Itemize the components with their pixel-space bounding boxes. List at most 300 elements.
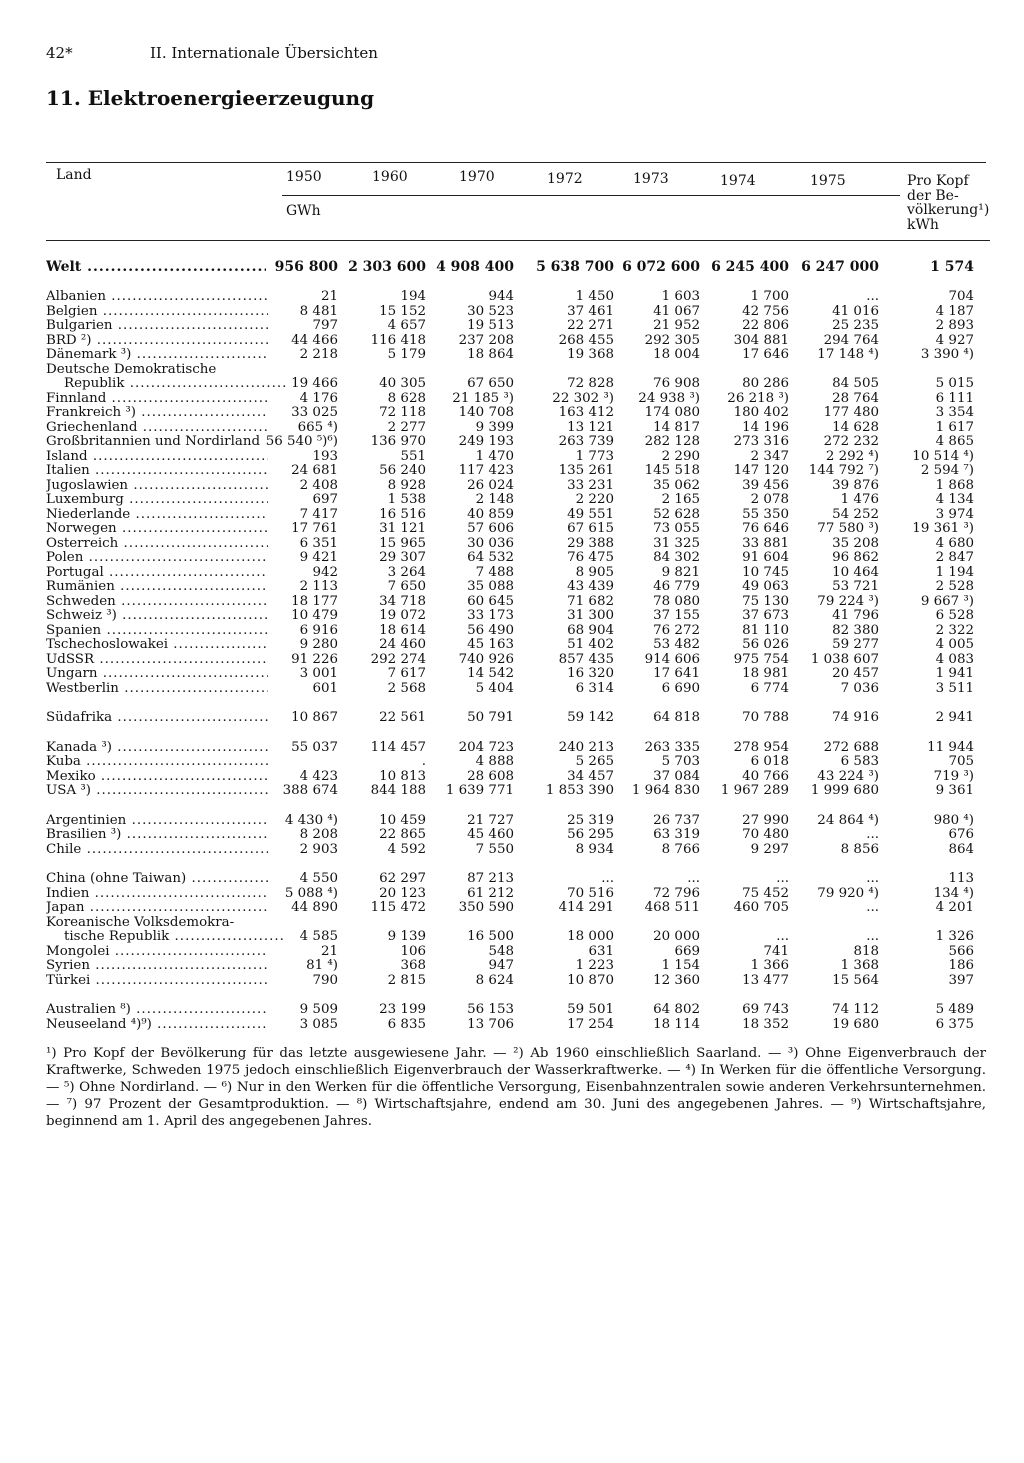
- cell-v1975: 25 235: [832, 318, 879, 333]
- table-row: [46, 741, 990, 756]
- cell-v1974: 80 286: [742, 376, 789, 391]
- cell-v1972: 22 271: [567, 318, 614, 333]
- cell-v1974: 9 297: [750, 841, 789, 857]
- cell-v1970: 64 532: [467, 550, 514, 565]
- cell-v1975: 1 476: [840, 492, 879, 507]
- cell-v1960: 19 072: [379, 608, 426, 623]
- land-cell: Australien ⁸) .....: [46, 1003, 268, 1018]
- cell-v1960: 29 307: [379, 550, 426, 565]
- cell-per-capita: 676: [948, 827, 974, 842]
- cell-v1950: 3 001: [299, 666, 338, 681]
- table-row: [46, 945, 990, 960]
- land-cell: Syrien .....: [46, 959, 268, 974]
- cell-v1974: 278 954: [733, 739, 789, 755]
- land-cell: Kanada ³) .....: [46, 741, 268, 756]
- cell-v1950: 8 481: [299, 303, 338, 319]
- cell-v1974: 55 350: [742, 506, 789, 522]
- cell-v1975: 20 457: [832, 666, 879, 681]
- table-row: [46, 609, 990, 624]
- cell-v1973: 37 155: [653, 608, 700, 623]
- cell-v1975: 294 764: [823, 332, 879, 348]
- cell-v1973: 35 062: [653, 477, 700, 493]
- cell-v1973: 6 690: [661, 680, 700, 696]
- cell-v1973: 37 084: [653, 768, 700, 784]
- cell-v1975: 74 112: [832, 1002, 879, 1017]
- cell-v1974: 81 110: [742, 622, 789, 638]
- cell-v1973: ...: [687, 871, 700, 886]
- cell-v1974: 26 218 ³): [727, 390, 789, 406]
- cell-v1950: 44 466: [291, 332, 338, 348]
- table-row: [46, 377, 990, 392]
- cell-v1972: 8 905: [575, 564, 614, 580]
- land-cell: Neuseeland ⁴)⁹) .....: [46, 1018, 268, 1033]
- cell-v1973: 20 000: [653, 929, 700, 944]
- cell-v1960: 56 240: [379, 463, 426, 478]
- cell-v1975: ...: [866, 929, 879, 944]
- cell-v1960: 136 970: [370, 434, 426, 449]
- cell-v1950: 8 208: [299, 827, 338, 842]
- year-1970-header: 1970: [459, 169, 495, 185]
- cell-v1950: 21: [320, 943, 338, 959]
- cell-v1950: 2 903: [299, 841, 338, 857]
- cell-v1950: 2 218: [299, 347, 338, 362]
- land-cell: Bulgarien .....: [46, 319, 268, 334]
- cell-v1972: 68 904: [567, 622, 614, 638]
- cell-v1973: 53 482: [653, 637, 700, 652]
- cell-v1974: 1 366: [750, 958, 789, 973]
- cell-v1970: 33 173: [467, 608, 514, 623]
- cell-v1974: 304 881: [733, 332, 789, 348]
- table-row: [46, 916, 990, 931]
- table-row: [46, 901, 990, 916]
- cell-per-capita: 10 514 ⁴): [912, 448, 974, 464]
- cell-per-capita: 980 ⁴): [933, 812, 974, 828]
- cell-v1970: 60 645: [467, 593, 514, 609]
- cell-v1960: 7 650: [387, 579, 426, 594]
- cell-per-capita: 5 489: [935, 1002, 974, 1017]
- cell-v1972: 76 475: [567, 550, 614, 565]
- land-cell: Kuba .....: [46, 755, 268, 770]
- cell-per-capita: 4 134: [935, 492, 974, 507]
- cell-per-capita: 9 361: [935, 783, 974, 798]
- cell-v1973: 24 938 ³): [638, 390, 700, 406]
- land-cell: BRD ²) .....: [46, 334, 268, 349]
- table-row: [46, 667, 990, 682]
- cell-v1974: 69 743: [742, 1002, 789, 1017]
- cell-v1972: 31 300: [567, 608, 614, 623]
- cell-v1950: 956 800: [274, 259, 338, 275]
- cell-per-capita: 1 574: [930, 259, 974, 275]
- cell-v1972: 72 828: [567, 376, 614, 391]
- land-cell: Island .....: [46, 450, 268, 465]
- cell-v1974: 6 245 400: [711, 259, 789, 275]
- cell-v1975: 41 016: [832, 303, 879, 319]
- land-cell: Norwegen .....: [46, 522, 268, 537]
- cell-v1972: 43 439: [567, 579, 614, 594]
- per-capita-header: [907, 174, 989, 232]
- cell-v1960: 20 123: [379, 885, 426, 901]
- cell-v1970: 140 708: [458, 405, 514, 420]
- cell-v1950: 91 226: [291, 651, 338, 667]
- cell-v1975: 39 876: [832, 477, 879, 493]
- cell-v1970: 350 590: [458, 900, 514, 915]
- cell-v1974: 460 705: [733, 900, 789, 915]
- cell-v1950: 790: [312, 972, 338, 988]
- cell-v1970: 1 639 771: [445, 783, 514, 798]
- cell-v1970: 28 608: [467, 768, 514, 784]
- cell-per-capita: 704: [948, 289, 974, 304]
- cell-per-capita: 719 ³): [933, 768, 974, 784]
- table-row: [46, 493, 990, 508]
- table-row: [46, 508, 990, 523]
- cell-v1970: 67 650: [467, 376, 514, 391]
- cell-per-capita: 1 941: [935, 666, 974, 681]
- land-cell: Republik .....: [46, 377, 286, 392]
- cell-per-capita: 1 194: [935, 564, 974, 580]
- cell-v1973: 31 325: [653, 535, 700, 551]
- cell-v1973: 914 606: [644, 651, 700, 667]
- cell-v1960: 23 199: [379, 1002, 426, 1017]
- cell-v1972: 1 853 390: [545, 783, 614, 798]
- table-row: [46, 305, 990, 320]
- cell-v1974: 147 120: [733, 463, 789, 478]
- cell-v1975: 14 628: [832, 419, 879, 435]
- cell-v1975: 6 247 000: [801, 259, 879, 275]
- cell-v1975: 10 464: [832, 564, 879, 580]
- cell-v1950: 193: [312, 448, 338, 464]
- cell-v1975: 35 208: [832, 535, 879, 551]
- cell-v1970: 16 500: [467, 929, 514, 944]
- cell-v1950: 4 550: [299, 871, 338, 886]
- cell-v1974: 273 316: [733, 434, 789, 449]
- table-row: [46, 784, 990, 799]
- cell-v1975: ...: [866, 827, 879, 842]
- cell-v1975: 53 721: [832, 579, 879, 594]
- table-row: [46, 392, 990, 407]
- cell-v1973: 292 305: [644, 332, 700, 348]
- cell-v1970: 2 148: [475, 492, 514, 507]
- cell-v1973: 468 511: [644, 900, 700, 915]
- cell-v1970: 50 791: [467, 710, 514, 725]
- cell-v1960: 106: [400, 943, 426, 959]
- cell-v1950: 2 408: [299, 477, 338, 493]
- cell-v1975: 15 564: [832, 972, 879, 988]
- cell-per-capita: 397: [948, 972, 974, 988]
- table-row: [46, 580, 990, 595]
- cell-v1972: 135 261: [558, 463, 614, 478]
- cell-v1973: 263 335: [644, 739, 700, 755]
- unit-gwh: GWh: [286, 203, 321, 219]
- cell-v1974: 91 604: [742, 550, 789, 565]
- cell-v1973: 64 802: [653, 1002, 700, 1017]
- cell-v1974: 18 352: [742, 1016, 789, 1032]
- cell-v1970: 7 550: [475, 841, 514, 857]
- table-row: [46, 887, 990, 902]
- land-header: Land: [56, 167, 92, 183]
- cell-per-capita: 5 015: [935, 376, 974, 391]
- cell-v1975: 43 224 ³): [817, 768, 879, 784]
- table-row: [46, 959, 990, 974]
- cell-v1975: 77 580 ³): [817, 521, 879, 536]
- cell-v1970: 21 185 ³): [452, 390, 514, 406]
- cell-v1973: 26 737: [653, 812, 700, 828]
- cell-v1960: 5 179: [387, 347, 426, 362]
- cell-v1972: 1 223: [575, 958, 614, 973]
- cell-v1970: 87 213: [467, 871, 514, 886]
- cell-v1973: 282 128: [644, 434, 700, 449]
- cell-v1972: 33 231: [567, 477, 614, 493]
- cell-v1975: 8 856: [840, 841, 879, 857]
- table-row: [46, 974, 990, 989]
- cell-v1974: 33 881: [742, 535, 789, 551]
- cell-v1975: 79 224 ³): [817, 593, 879, 609]
- cell-v1974: ...: [776, 929, 789, 944]
- land-cell: Westberlin .....: [46, 682, 268, 697]
- cell-v1960: .: [421, 754, 426, 769]
- cell-v1975: 2 292 ⁴): [825, 448, 879, 464]
- land-cell: Südafrika .....: [46, 711, 268, 726]
- cell-v1974: 18 981: [742, 666, 789, 681]
- land-cell: Albanien .....: [46, 290, 268, 305]
- land-cell: Niederlande .....: [46, 508, 268, 523]
- cell-v1950: 18 177: [291, 593, 338, 609]
- cell-per-capita: 6 111: [935, 390, 974, 406]
- cell-v1973: 46 779: [653, 579, 700, 594]
- cell-v1960: 3 264: [387, 564, 426, 580]
- cell-v1974: ...: [776, 871, 789, 886]
- cell-v1960: 1 538: [387, 492, 426, 507]
- cell-v1975: 1 368: [840, 958, 879, 973]
- table-row: [46, 624, 990, 639]
- cell-v1975: 84 505: [832, 376, 879, 391]
- footnotes: ¹) Pro Kopf der Bevölkerung für das letzte ausgewiesene Jahr. — ²) Ab 1960 einschließlich Saarland. — ³) Ohne Eigenverbrauch der Kraftwerke, Schweden 1975 jedoch einschließlich Eigenverbrauch der Wasserkraftwerke. — ⁴) In Werken für die öffentliche Versorgung. — ⁵) Ohne Nordirland. — ⁶) Nur in den Werken für die öffentliche Versorgung, Eisenbahnzentralen sowie anderen Verkehrsunternehmen. — ⁷) 97 Prozent der Gesamtproduktion. — ⁸) Wirtschaftsjahre, endend am 30. Juni des angegebenen Jahres. — ⁹) Wirtschaftsjahre, beginnend am 1. April des angegebenen Jahres.: [46, 1046, 986, 1129]
- cell-v1960: 4 592: [387, 841, 426, 857]
- cell-v1975: 272 688: [823, 739, 879, 755]
- cell-per-capita: 186: [948, 958, 974, 973]
- table-row: [46, 843, 990, 858]
- land-cell: Frankreich ³) .....: [46, 406, 268, 421]
- cell-v1975: 177 480: [823, 405, 879, 420]
- cell-v1973: 84 302: [653, 550, 700, 565]
- cell-v1970: 9 399: [475, 419, 514, 435]
- cell-v1950: 5 088 ⁴): [284, 885, 338, 901]
- cell-v1972: 59 142: [567, 710, 614, 725]
- cell-v1960: 2 277: [387, 419, 426, 435]
- cell-v1950: 942: [312, 564, 338, 580]
- cell-v1970: 13 706: [467, 1016, 514, 1032]
- cell-v1973: 2 290: [661, 448, 700, 464]
- cell-v1950: 6 351: [299, 535, 338, 551]
- cell-per-capita: 4 187: [935, 303, 974, 319]
- cell-v1950: 17 761: [291, 521, 338, 536]
- cell-v1973: 17 641: [653, 666, 700, 681]
- cell-per-capita: 864: [948, 841, 974, 857]
- land-cell: Großbritannien und Nordirland: [46, 435, 261, 449]
- cell-v1975: 144 792 ⁷): [808, 463, 879, 478]
- cell-v1970: 5 404: [475, 680, 514, 696]
- cell-per-capita: 6 528: [935, 608, 974, 623]
- cell-v1972: 10 870: [567, 972, 614, 988]
- table-row: [46, 421, 990, 436]
- land-cell: Spanien .....: [46, 624, 268, 639]
- table-row: [46, 256, 990, 278]
- cell-v1960: 2 568: [387, 680, 426, 696]
- table-row: [46, 406, 990, 421]
- cell-v1970: 30 523: [467, 303, 514, 319]
- cell-v1970: 45 460: [467, 827, 514, 842]
- cell-v1973: 12 360: [653, 972, 700, 988]
- land-cell: USA ³) .....: [46, 784, 268, 799]
- cell-v1972: 17 254: [567, 1016, 614, 1032]
- cell-v1972: 22 302 ³): [552, 390, 614, 406]
- cell-v1970: 1 470: [475, 448, 514, 464]
- cell-per-capita: 1 326: [935, 929, 974, 944]
- cell-v1975: 24 864 ⁴): [817, 812, 879, 828]
- cell-per-capita: 9 667 ³): [920, 593, 974, 609]
- cell-v1970: 26 024: [467, 477, 514, 493]
- cell-per-capita: 19 361 ³): [912, 521, 974, 536]
- cell-v1970: 18 864: [467, 347, 514, 362]
- land-cell: China (ohne Taiwan) .....: [46, 872, 268, 887]
- cell-v1972: 6 314: [575, 680, 614, 696]
- year-1974-header: 1974: [720, 173, 756, 189]
- cell-v1972: 37 461: [567, 303, 614, 319]
- cell-per-capita: 3 390 ⁴): [920, 347, 974, 362]
- cell-v1973: 64 818: [653, 710, 700, 725]
- cell-v1970: 740 926: [458, 651, 514, 667]
- cell-v1975: 41 796: [832, 608, 879, 623]
- year-1950-header: 1950: [286, 169, 322, 185]
- table-row: [46, 814, 990, 829]
- cell-per-capita: 2 893: [935, 318, 974, 333]
- cell-v1972: 16 320: [567, 666, 614, 681]
- per-capita-line-4: kWh: [907, 216, 939, 233]
- cell-v1975: 1 999 680: [810, 783, 879, 798]
- table-row: [46, 319, 990, 334]
- cell-v1973: 669: [674, 943, 700, 959]
- cell-v1960: 115 472: [370, 900, 426, 915]
- land-cell: Brasilien ³) .....: [46, 828, 268, 843]
- land-cell: Indien .....: [46, 887, 268, 902]
- cell-per-capita: 2 322: [935, 622, 974, 638]
- cell-v1972: 59 501: [567, 1002, 614, 1017]
- cell-v1970: 14 542: [467, 666, 514, 681]
- cell-v1975: ...: [866, 289, 879, 304]
- cell-v1950: 19 466: [291, 376, 338, 391]
- cell-v1950: 4 585: [299, 929, 338, 944]
- cell-v1973: 9 821: [661, 564, 700, 580]
- cell-v1970: 4 908 400: [436, 259, 514, 275]
- table-row: [46, 435, 990, 450]
- cell-v1960: 22 561: [379, 710, 426, 725]
- cell-v1960: 551: [400, 448, 426, 464]
- cell-v1974: 49 063: [742, 579, 789, 594]
- cell-v1950: 797: [312, 318, 338, 333]
- land-cell: tische Republik .....: [46, 930, 286, 945]
- cell-v1960: 22 865: [379, 827, 426, 842]
- table-row: [46, 551, 990, 566]
- years-rule: [282, 195, 900, 196]
- cell-v1970: 8 624: [475, 972, 514, 988]
- header-bottom-rule: [46, 240, 990, 241]
- cell-v1950: 4 176: [299, 390, 338, 406]
- cell-v1973: 21 952: [653, 318, 700, 333]
- cell-per-capita: 3 974: [935, 506, 974, 522]
- cell-v1970: 56 153: [467, 1002, 514, 1017]
- cell-v1972: 13 121: [567, 419, 614, 435]
- cell-v1972: 5 265: [575, 754, 614, 769]
- cell-v1970: 57 606: [467, 521, 514, 536]
- cell-v1974: 70 480: [742, 827, 789, 842]
- cell-v1960: 40 305: [379, 376, 426, 391]
- cell-v1973: 76 272: [653, 622, 700, 638]
- cell-per-capita: 6 375: [935, 1016, 974, 1032]
- cell-v1972: 29 388: [567, 535, 614, 551]
- table-row: [46, 1003, 990, 1018]
- cell-v1972: ...: [601, 871, 614, 886]
- cell-per-capita: 4 201: [935, 900, 974, 915]
- land-cell: Dänemark ³) .....: [46, 348, 268, 363]
- cell-v1972: 51 402: [567, 637, 614, 652]
- cell-per-capita: 3 511: [935, 680, 974, 696]
- cell-v1972: 414 291: [558, 900, 614, 915]
- cell-v1974: 75 452: [742, 885, 789, 901]
- cell-v1950: 697: [312, 492, 338, 507]
- table-row: [46, 711, 990, 726]
- cell-v1975: 96 862: [832, 550, 879, 565]
- cell-v1960: 7 617: [387, 666, 426, 681]
- land-cell: Portugal .....: [46, 566, 268, 581]
- cell-v1975: 7 036: [840, 680, 879, 696]
- cell-v1950: 9 280: [299, 637, 338, 652]
- land-cell: Ungarn .....: [46, 667, 268, 682]
- cell-v1970: 117 423: [458, 463, 514, 478]
- table-row: [46, 595, 990, 610]
- cell-v1970: 4 888: [475, 754, 514, 769]
- cell-v1960: 292 274: [370, 651, 426, 667]
- land-cell: Luxemburg .....: [46, 493, 268, 508]
- per-capita-line-1: Pro Kopf: [907, 173, 969, 189]
- table-title: 11. Elektroenergieerzeugung: [46, 86, 375, 110]
- cell-v1974: 17 646: [742, 347, 789, 362]
- land-cell: Japan .....: [46, 901, 268, 916]
- cell-v1975: 6 583: [840, 754, 879, 769]
- cell-v1970: 947: [488, 958, 514, 973]
- cell-v1975: 79 920 ⁴): [817, 885, 879, 901]
- cell-v1975: 818: [853, 943, 879, 959]
- cell-v1960: 4 657: [387, 318, 426, 333]
- cell-v1973: 6 072 600: [622, 259, 700, 275]
- cell-v1970: 61 212: [467, 885, 514, 901]
- cell-v1973: 52 628: [653, 506, 700, 522]
- cell-v1973: 14 817: [653, 419, 700, 435]
- cell-v1973: 1 603: [661, 289, 700, 304]
- cell-v1960: 18 614: [379, 622, 426, 638]
- cell-v1960: 116 418: [370, 332, 426, 348]
- cell-v1974: 13 477: [742, 972, 789, 988]
- year-1972-header: 1972: [547, 171, 583, 187]
- land-cell: Italien .....: [46, 464, 268, 479]
- cell-v1975: 59 277: [832, 637, 879, 652]
- cell-v1974: 75 130: [742, 593, 789, 609]
- cell-v1973: 41 067: [653, 303, 700, 319]
- section-title: II. Internationale Übersichten: [150, 44, 378, 62]
- cell-v1972: 56 295: [567, 827, 614, 842]
- cell-v1973: 18 114: [653, 1016, 700, 1032]
- cell-v1972: 49 551: [567, 506, 614, 522]
- cell-v1975: 74 916: [832, 710, 879, 725]
- cell-v1960: 31 121: [379, 521, 426, 536]
